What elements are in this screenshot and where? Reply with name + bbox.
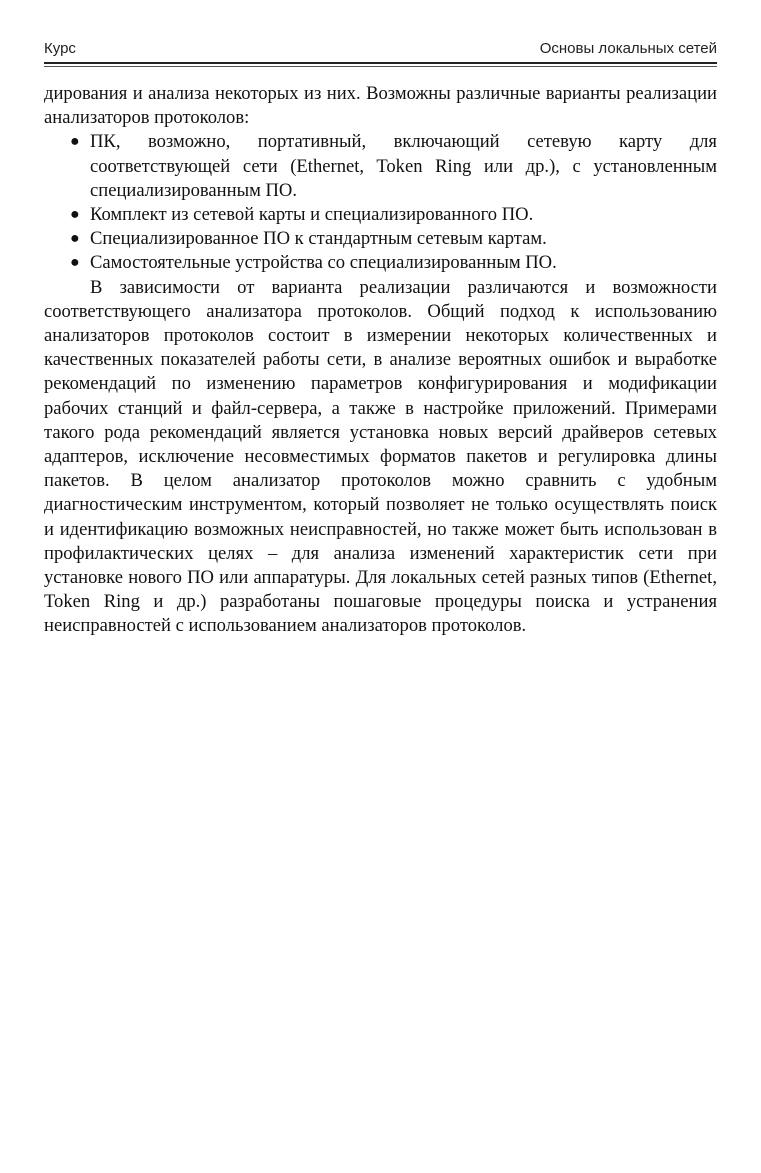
list-item — [44, 203, 717, 227]
list-item — [44, 130, 717, 203]
header-right-title: Основы локальных сетей — [539, 40, 717, 57]
bullet-icon: ● — [70, 133, 80, 151]
list-item-text: Специализированное ПО к стандартным сетевым картам. — [90, 228, 547, 250]
list-item-text: Самостоятельные устройства со специализированным ПО. — [90, 252, 557, 274]
running-header — [44, 40, 717, 62]
main-paragraph: В зависимости от варианта реализации различаются и возможности соответствующего анализатора протоколов. Общий подход к использованию анализаторов протоколов состоит в измерении некоторых количественных и качественных показателей работы сети, в анализе вероятных ошибок и выработке рекомендаций по изменению параметров конфигурирования и модификации рабочих станций и файл-сервера, а также в настройке приложений. Примерами такого рода рекомендаций является установка новых версий драйверов сетевых адаптеров, исключение несовместимых форматов пакетов и регулировка длины пакетов. В целом анализатор протоколов можно сравнить с удобным диагностическим инструментом, который позволяет не только осуществлять поиск и идентификацию возможных неисправностей, но также может быть использован в профилактических целях – для анализа изменений характеристик сети при установке нового ПО или аппаратуры. Для локальных сетей разных типов (Ethernet, Token Ring и др.) разработаны пошаговые процедуры поиска и устранения неисправностей с использованием анализаторов протоколов. — [44, 276, 717, 637]
bullet-icon: ● — [70, 206, 80, 224]
header-rule — [44, 62, 717, 64]
list-item — [44, 227, 717, 251]
list-item-text: Комплект из сетевой карты и специализированного ПО. — [90, 204, 534, 226]
intro-paragraph: дирования и анализа некоторых из них. Возможны различные варианты реализации анализаторов протоколов: — [44, 83, 717, 129]
bullet-icon: ● — [70, 230, 80, 248]
bullet-list — [44, 130, 717, 275]
list-item-text: ПК, возможно, портативный, включающий сетевую карту для соответствующей сети (Ethernet, Token Ring или др.), с установленным специализированным ПО. — [90, 131, 717, 201]
bullet-icon: ● — [70, 254, 80, 272]
header-left-title: Курс — [44, 40, 76, 57]
header-rule-thin — [44, 66, 717, 67]
list-item — [44, 251, 717, 275]
body-text — [44, 82, 717, 639]
